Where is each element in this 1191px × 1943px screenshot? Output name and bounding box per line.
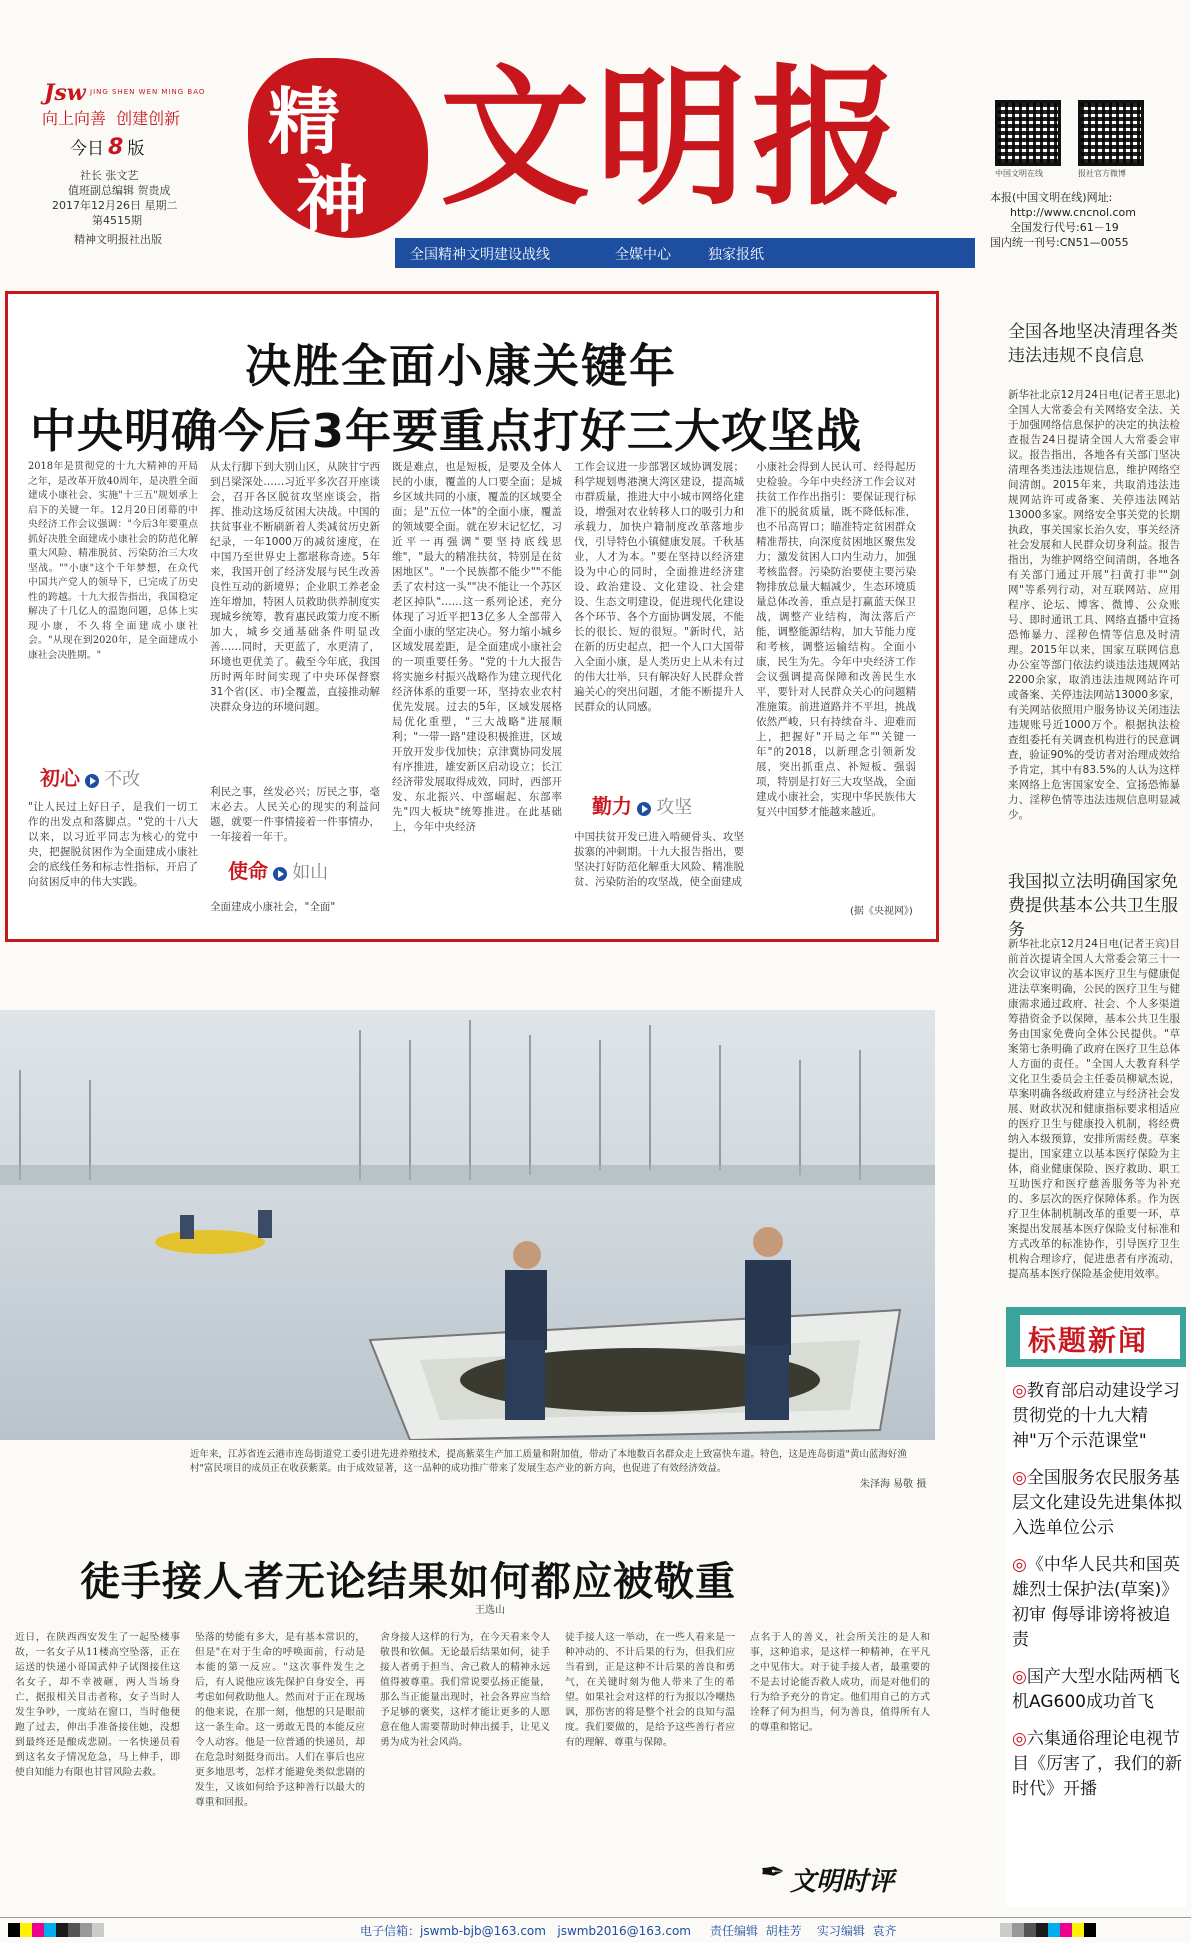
lead-source: (据《央视网》): [850, 906, 913, 917]
section-tag-2: [228, 855, 328, 884]
lead-col2b: 利民之事，丝发必兴；厉民之事，毫末必去。人民关心的现实的利益问题，就要一件事情接着一件事情办，一年接着一年干。: [210, 786, 380, 843]
section-tag-1: [40, 762, 140, 791]
qr-label: 报社官方微博: [1078, 169, 1126, 178]
commentary-tag-text: 文明时评: [790, 1867, 895, 1897]
nav-item[interactable]: 独家报纸: [708, 247, 764, 263]
staff-line: 2017年12月26日 星期二: [52, 199, 178, 212]
commentary-col1: 近日，在陕西西安发生了一起坠楼事故，一名女子从11楼高空坠落，正在运送的快递小哥国武仲子试图接住这名女子，却不幸被砸，两人当场身亡，据报相关目击者称，女子当时人发生争吵，一度站在窗口，当时他便跑了过去，伸出手准备接住她，没想到最终还是酿成悲剧。一名快递员看到这名女子情况危急，马上伸手，即使自知能力有限也甘冒风险去救。: [15, 1632, 180, 1778]
color-bar: [8, 1922, 188, 1941]
headline-item[interactable]: ◎《中华人民共和国英雄烈士保护法(草案)》初审 侮辱诽谤将被追责: [1012, 1555, 1180, 1650]
bullet-icon: ◎: [1012, 1381, 1027, 1401]
bullet-icon: ◎: [1012, 1667, 1027, 1687]
site-info-line: 全国发行代号:61－19: [1010, 221, 1119, 234]
sidebar-article-1-title: 全国各地坚决清理各类违法违规不良信息: [1008, 322, 1178, 366]
nav-item[interactable]: 全媒中心: [615, 247, 671, 263]
play-icon: [85, 774, 99, 788]
lead-col2c: 全面建成小康社会，"全面": [210, 901, 336, 913]
masthead-title: 文明报: [440, 50, 909, 226]
masthead-brush-2: 神: [296, 157, 369, 242]
commentary-col4: 徒手接人这一举动，在一些人看来是一种冲动的、不计后果的行为，但我们应当看到，正是这种不计后果的善良和勇气，在关键时刻为他人带来了生的希望。如果社会对这样的行为报以冷嘲热讽，那伤害的将是整个社会的良知与温度。我们要做的，是给予这些善行者应有的理解、尊重与保障。: [565, 1632, 735, 1748]
qr-code-icon: [995, 100, 1061, 166]
laver-harvest-photo: [0, 1010, 935, 1440]
site-info-line: 国内统一刊号:CN51—0055: [990, 236, 1129, 249]
play-icon: [637, 802, 651, 816]
lead-col4b: 中国扶贫开发已进入啃硬骨头、攻坚拔寨的冲刺期。十九大报告指出，要坚决打好防范化解重大风险、精准脱贫、污染防治的攻坚战，使全面建成: [574, 831, 744, 888]
commentary-col2: 坠落的势能有多大，是有基本常识的，但是"在对于生命的呼唤面前，行动是本能的第一反应。"这次事件发生之后，有人说他应该先保护自身安全，再考虑如何救助他人。然而对于正在现场的他来说，在那一刻，他想的只是眼前这一条生命。这一勇敢无畏的本能反应令人动容。他是一位普通的快递员，却在危急时刻挺身而出。人们在事后也应更多地思考，怎样才能避免类似悲剧的发生，又该如何给予这种善行以最大的尊重和回报。: [195, 1632, 365, 1808]
photo-credit: 朱泽海 易敬 摄: [860, 1479, 927, 1490]
commentary-author: 王选山: [475, 1605, 505, 1616]
bullet-icon: ◎: [1012, 1729, 1027, 1749]
lead-col3: 既是难点，也是短板，是要及全体人民的小康，覆盖的人口要全面；是城乡区域共同的小康，覆盖的区域要全面；是"五位一体"的全面小康，覆盖的领域要全面。就在岁末记忆忆，习近平一再强调"要坚持底线思维"，"最大的精准扶贫，特别是在贫困地区"。"一个民族都不能少""不能丢了农村这一头""决不能让一个苏区老区掉队"……这一系列论述，充分体现了习近平把13亿多人全部带入全面小康的坚定决心。努力缩小城乡区域发展差距，是全面建成小康社会的一项重要任务。"党的十九大报告将实施乡村振兴战略作为建立现代化经济体系的重要一环，坚持农业农村优先发展。过去的5年，区域发展格局优化重塑，"三大战略"进展顺利；"一带一路"建设积极推进，区域开放开发步伐加快；京津冀协同发展有序推进，雄安新区启动设立；长江经济带发展取得成效，同时，西部开发、东北振兴、中部崛起、东部率先"四大板块"统筹推进。在此基础上，今年中央经济: [392, 461, 562, 833]
headline-item[interactable]: ◎六集通俗理论电视节目《厉害了，我们的新时代》开播: [1012, 1729, 1182, 1799]
lead-col4: 工作会议进一步部署区域协调发展；科学规划粤港澳大湾区建设，提高城市群质量，推进大中小城市网络化建设，增强对农业转移人口的吸引力和承载力，加快户籍制度改革落地步伐，引导特色小镇健康发展。千秋基业，人才为本。"要在坚持以经济建设为中心的同时，全面推进经济建设、政治建设、文化建设、社会建设、生态文明建设，促进现代化建设各个环节、各个方面协调发展，不能长的很长、短的很短。"新时代，站在新的历史起点，把一个人口大国带入全面小康，是人类历史上从未有过的伟大壮举，只有解决好人民群众普遍关心的突出问题，才能不断提升人民群众的认同感。: [574, 461, 744, 713]
site-info-line: 本报(中国文明在线)网址:: [990, 191, 1113, 204]
color-registration-bar: [1000, 1922, 1180, 1936]
bullet-icon: ◎: [1012, 1555, 1027, 1575]
qr-label: 中国文明在线: [995, 169, 1043, 178]
commentary-col5: 点名于人的善义，社会所关注的是人和事，这种追求，是这样一种精神，在平凡之中见伟大。对于徒手接人者，最重要的不是去讨论能否救人成功，而是对他们的行为给予充分的肯定。他们用自己的方式诠释了何为担当，何为善良，值得所有人的尊重和铭记。: [750, 1632, 930, 1733]
staff-line: 社长 张文艺: [80, 169, 139, 182]
photo-caption: 近年来，江苏省连云港市连岛街道党工委引进先进养殖技术，提高紫菜生产加工质量和附加值，带动了本地数百名群众走上致富快车道。特色，这是连岛街道"黄山蓝海好渔村"富民项目的成员正在收获紫菜。由于成效显著，这一品种的成功推广带来了发展生态产业的新方向，也促进了有效经济效益。: [190, 1449, 907, 1474]
staff-line: 值班副总编辑 贺贵成: [68, 184, 171, 197]
section-tag-red: 使命: [228, 859, 268, 883]
lead-col5: 小康社会得到人民认可、经得起历史检验。今年中央经济工作会议对扶贫工作作出指引：要保证现行标准下的脱贫质量，既不降低标准，也不吊高胃口；瞄准特定贫困群众精准帮扶，向深度贫困地区聚焦发力；激发贫困人口内生动力，加强考核监督。污染防治要使主要污染物排放总量大幅减少，生态环境质量总体改善，重点是打赢蓝天保卫战，调整产业结构，淘汰落后产能，调整能源结构，加大节能力度和考核，调整运输结构。全面小康，民生为先。今年中央经济工作会议强调提高保障和改善民生水平，要针对人民群众关心的问题精准施策。前进道路并不平坦，挑战依然严峻，只有持续奋斗、迎难而上，把握好"开局之年""关键一年"的2018，以新理念引领新发展，突出抓重点、补短板、强弱项，特别是打好三大攻坚战，全面建成小康社会，实现中华民族伟大复兴中国梦才能越来越近。: [756, 461, 916, 818]
section-tag-3: [592, 790, 692, 819]
pen-icon: ✒: [760, 1855, 786, 1890]
staff-line: 第4515期: [92, 214, 142, 227]
pages-today: 今日 8 版: [70, 135, 145, 160]
headline-item[interactable]: ◎国产大型水陆两栖飞机AG600成功首飞: [1012, 1667, 1180, 1712]
sidebar-article-2-title: 我国拟立法明确国家免费提供基本公共卫生服务: [1008, 872, 1178, 940]
lead-col1b: "让人民过上好日子，是我们一切工作的出发点和落脚点。"党的十八大以来，以习近平同志为核心的党中央，把握脱贫困作为全面建成小康社会的底线任务和标志性指标，开启了向贫困反申的伟大实践。: [28, 801, 198, 888]
headline-list: [1012, 1379, 1182, 1802]
section-tag-grey: 不改: [104, 769, 141, 790]
sidebar-article-2-body: 新华社北京12月24日电(记者王宾)目前首次提请全国人大常委会第三十一次会议审议的基本医疗卫生与健康促进法草案明确，公民的医疗卫生与健康需求通过政府、社会、个人多渠道筹措资金予以保障，基本公共卫生服务由国家免费向全体公民提供。"草案第七条明确了政府在医疗卫生总体人方面的责任。"全国人大教育科学文化卫生委员会主任委员柳斌杰说，草案明确各级政府建立与经济社会发展、财政状况和健康指标要求相适应的医疗卫生与健康投入机制，将经费纳入本级预算，安排所需经费。草案提出，国家建立以基本医疗保险为主体，商业健康保险、医疗救助、职工互助医疗和医疗慈善服务等为补充的、多层次的医疗保障体系。作为医疗卫生体制机制改革的重要一环，草案提出发展基本医疗保险支付标准和方式改革的标准协作，引导医疗卫生机构合理诊疗，促进患者有序流动，提高基本医疗保险基金使用效率。: [1008, 938, 1180, 1280]
staff-info: [52, 168, 178, 247]
lead-col2: 从太行脚下到大别山区，从陕甘宁西到吕梁深处……习近平多次召开座谈会，召开各区脱贫攻坚座谈会，指挥、推动这场反贫困大决战。中国的扶贫事业不断刷新着人类减贫历史新纪录，一年1000万的减贫速度，在中国乃至世界史上都堪称奇迹。5年来，我国开创了经济发展与民生改善良性互动的新境界；企业职工养老金连年增加，特困人员救助供养制度实现城乡统筹，教育惠民政策力度不断加大，城乡交通基础条件明显改善……同时，天更蓝了，水更清了，环境也更优美了。截至今年底，我国历时两年时间实现了中央环保督察31个省(区、市)全覆盖，直接推动解决群众身边的环境问题。: [210, 461, 380, 713]
headline-news-box: [1006, 1307, 1186, 1907]
site-url[interactable]: http://www.cncnol.com: [1010, 206, 1136, 219]
section-tag-grey: 攻坚: [656, 797, 693, 818]
footer-rule: [0, 1917, 1191, 1918]
color-bar: [1000, 1922, 1180, 1941]
logo-mark: Jsw: [44, 80, 86, 106]
sidebar-article-1-body: 新华社北京12月24日电(记者王思北)全国人大常委会有关网络安全法、关于加强网络信息保护的决定的执法检查报告24日提请全国人大常委会审议。报告指出，各地各有关部门坚决清理各类违法违规信息，维护网络空间清朗。2015年来，共取消违法违规网站许可或备案、关停违法网站13000多家。网络安全事关党的长期执政，事关国家长治久安，事关经济社会发展和人民群众切身利益。报告指出，为维护网络空间清朗，各地各有关部门通过开展"扫黄打非""剑网"等系列行动，对互联网站、应用程序、论坛、博客、微博、公众账号、即时通讯工具、网络直播中宣扬恐怖暴力、淫秽色情等信息及时清理。2015年以来，国家互联网信息办公室等部门依法约谈违法违规网站2200余家，取消违法违规网站许可或备案、关停违法网站13000多家，有关网站依照用户服务协议关闭违法违规账号近1000万个。根据执法检查组委托有关调查机构进行的民意调查，验证90%的受访者对治理成效给予肯定，其中有83.5%的人认为这样来网络上危害国家安全、宣扬恐怖暴力、淫秽色情等违法违规信息明显减少。: [1008, 389, 1180, 821]
masthead-brush-1: 精: [268, 79, 341, 164]
headline-news-title: 标题新闻: [1028, 1324, 1149, 1357]
headline-item[interactable]: ◎全国服务农民服务基层文化建设先进集体拟入选单位公示: [1012, 1468, 1182, 1538]
site-info: [990, 190, 1136, 250]
footer-editor: 责任编辑 胡桂芳 实习编辑 袁齐: [710, 1924, 897, 1938]
nav-bar: [395, 238, 975, 268]
news-photo: [0, 1010, 935, 1440]
logo-pinyin: JING SHEN WEN MING BAO: [90, 88, 206, 96]
commentary-tag: [760, 1855, 925, 1900]
commentary-headline: 徒手接人者无论结果如何都应被敬重: [80, 1559, 736, 1605]
footer-contact: 电子信箱：jswmb-bjb@163.com jswmb2016@163.com: [360, 1924, 691, 1938]
nav-item[interactable]: 全国精神文明建设战线: [410, 247, 550, 263]
lead-headline-2: 中央明确今后3年要重点打好三大攻坚战: [30, 404, 863, 458]
commentary-col3: 舍身接人这样的行为，在今天看来令人敬畏和钦佩。无论最后结果如何，徒手接人者勇于担当、舍己救人的精神永远值得被尊重。我们常说要弘扬正能量，那么当正能量出现时，社会各界应当给予足够的褒奖，这样才能让更多的人愿意在他人需要帮助时伸出援手，让见义勇为成为社会风尚。: [380, 1632, 550, 1748]
bullet-icon: ◎: [1012, 1468, 1027, 1488]
lead-headline-1: 决胜全面小康关键年: [245, 339, 677, 393]
lead-intro: 2018年是贯彻党的十九大精神的开局之年，是改革开放40周年，是决胜全面建成小康社会、实施"十三五"规划承上启下的关键一年。12月20日闭幕的中央经济工作会议强调："今后3年要重点抓好决胜全面建成小康社会的防范化解重大风险、精准脱贫、污染防治三大攻坚战。""小康"这个千年梦想，在众代中国共产党人的领导下，已完成了历史性的跨越。十九大报告指出，我国稳定解决了十几亿人的温饱问题，总体上实现小康，不久将全面建成小康社会。"从现在到2020年，是全面建成小康社会决胜期。": [28, 461, 198, 661]
section-tag-red: 勤力: [592, 794, 632, 818]
play-icon: [273, 867, 287, 881]
qr-code-icon: [1078, 100, 1144, 166]
staff-line: 精神文明报社出版: [74, 233, 162, 246]
headline-item[interactable]: ◎教育部启动建设学习贯彻党的十九大精神"万个示范课堂": [1012, 1381, 1180, 1451]
slogan: 向上向善 创建创新: [42, 109, 181, 128]
masthead: [0, 0, 1191, 270]
section-tag-red: 初心: [40, 766, 80, 790]
section-tag-grey: 如山: [292, 862, 329, 883]
color-registration-bar: [8, 1922, 188, 1936]
